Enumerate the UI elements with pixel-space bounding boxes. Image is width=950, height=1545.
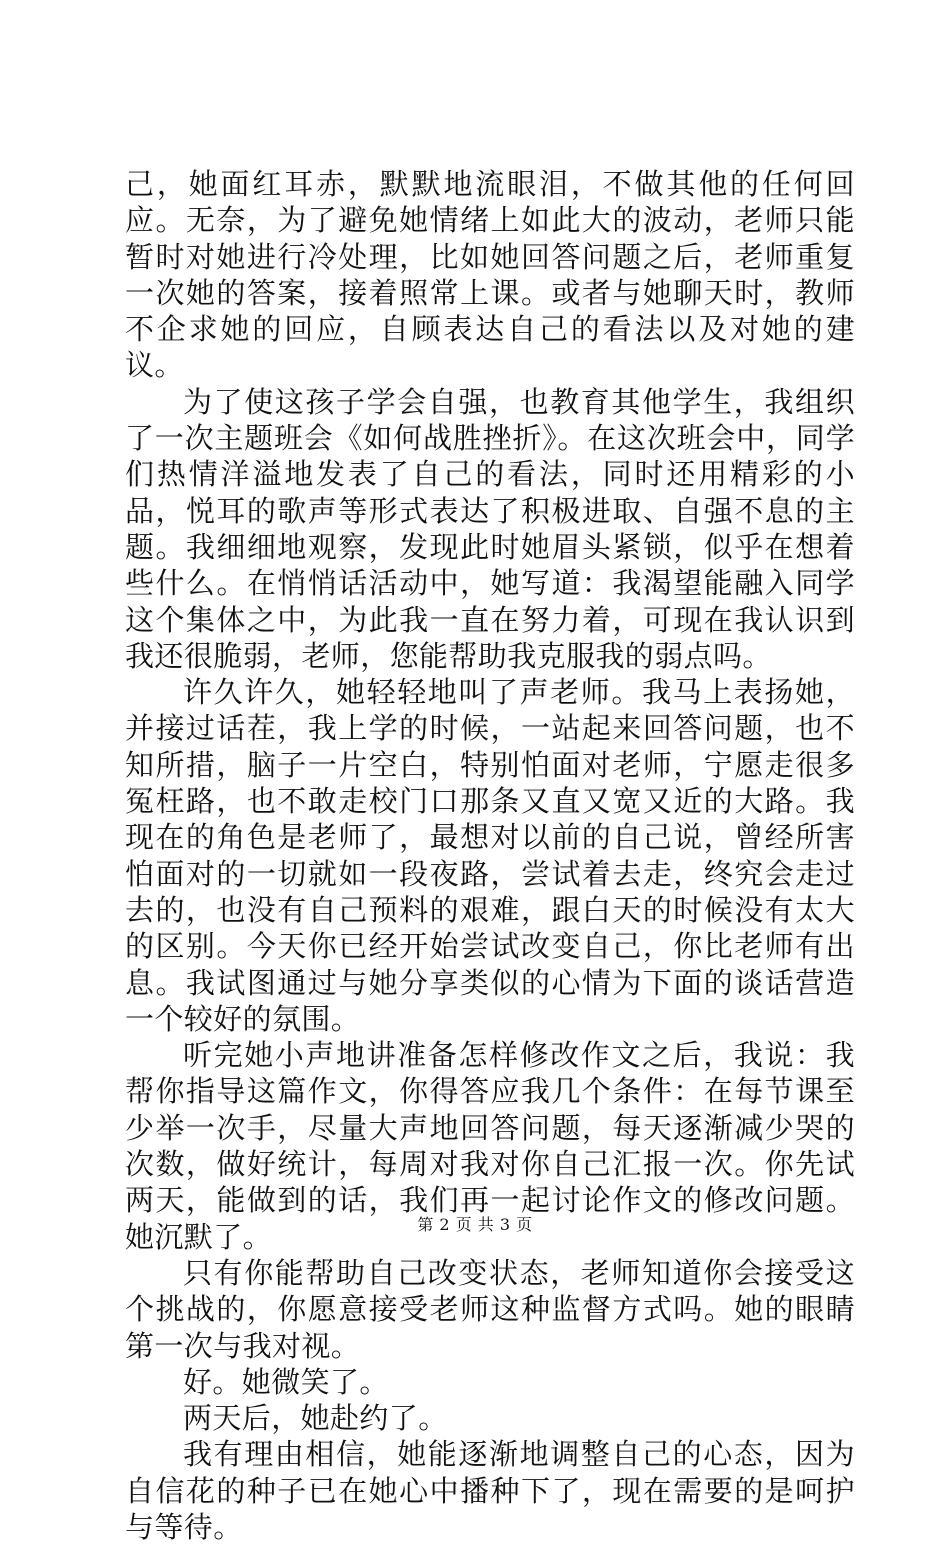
paragraph-2: 为了使这孩子学会自强，也教育其他学生，我组织了一次主题班会《如何战胜挫折》。在这次班会中，同学们热情洋溢地发表了自己的看法，同时还用精彩的小品，悦耳的歌声等形式表达了积极进取、自强不息的主题。我细细地观察，发现此时她眉头紧锁，似乎在想着些什么。在悄悄话活动中，她写道：我渴望能融入同学这个集体之中，为此我一直在努力着，可现在我认识到我还很脆弱，老师，您能帮助我克服我的弱点吗。 — [125, 384, 855, 673]
page-footer: 第 2 页 共 3 页 — [417, 1215, 533, 1234]
paragraph-5: 只有你能帮助自己改变状态，老师知道你会接受这个挑战的，你愿意接受老师这种监督方式吗。她的眼睛第一次与我对视。 — [125, 1255, 855, 1363]
paragraph-8: 我有理由相信，她能逐渐地调整自己的心态，因为自信花的种子已在她心中播种下了，现在需要的是呵护与等待。 — [125, 1437, 855, 1544]
paragraph-1: 己，她面红耳赤，默默地流眼泪，不做其他的任何回应。无奈，为了避免她情绪上如此大的波动，老师只能暂时对她进行冷处理，比如她回答问题之后，老师重复一次她的答案，接着照常上课。或者与她聊天时，教师不企求她的回应，自顾表达自己的看法以及对她的建议。 — [125, 167, 855, 383]
paragraph-7: 两天后，她赴约了。 — [183, 1401, 448, 1436]
document-body — [125, 166, 855, 1545]
paragraph-6: 好。她微笑了。 — [183, 1364, 389, 1399]
paragraph-4: 听完她小声地讲准备怎样修改作文之后，我说：我帮你指导这篇作文，你得答应我几个条件：在每节课至少举一次手，尽量大声地回答问题，每天逐渐减少哭的次数，做好统计，每周对我对你自己汇报一次。你先试两天，能做到的话，我们再一起讨论作文的修改问题。她沉默了。 — [125, 1038, 855, 1254]
paragraph-3: 许久许久，她轻轻地叫了声老师。我马上表扬她，并接过话茬，我上学的时候，一站起来回答问题，也不知所措，脑子一片空白，特别怕面对老师，宁愿走很多冤枉路，也不敢走校门口那条又直又宽又近的大路。我现在的角色是老师了，最想对以前的自己说，曾经所害怕面对的一切就如一段夜路，尝试着去走，终究会走过去的，也没有自己预料的艰难，跟白天的时候没有太大的区别。今天你已经开始尝试改变自己，你比老师有出息。我试图通过与她分享类似的心情为下面的谈话营造一个较好的氛围。 — [125, 675, 855, 1036]
